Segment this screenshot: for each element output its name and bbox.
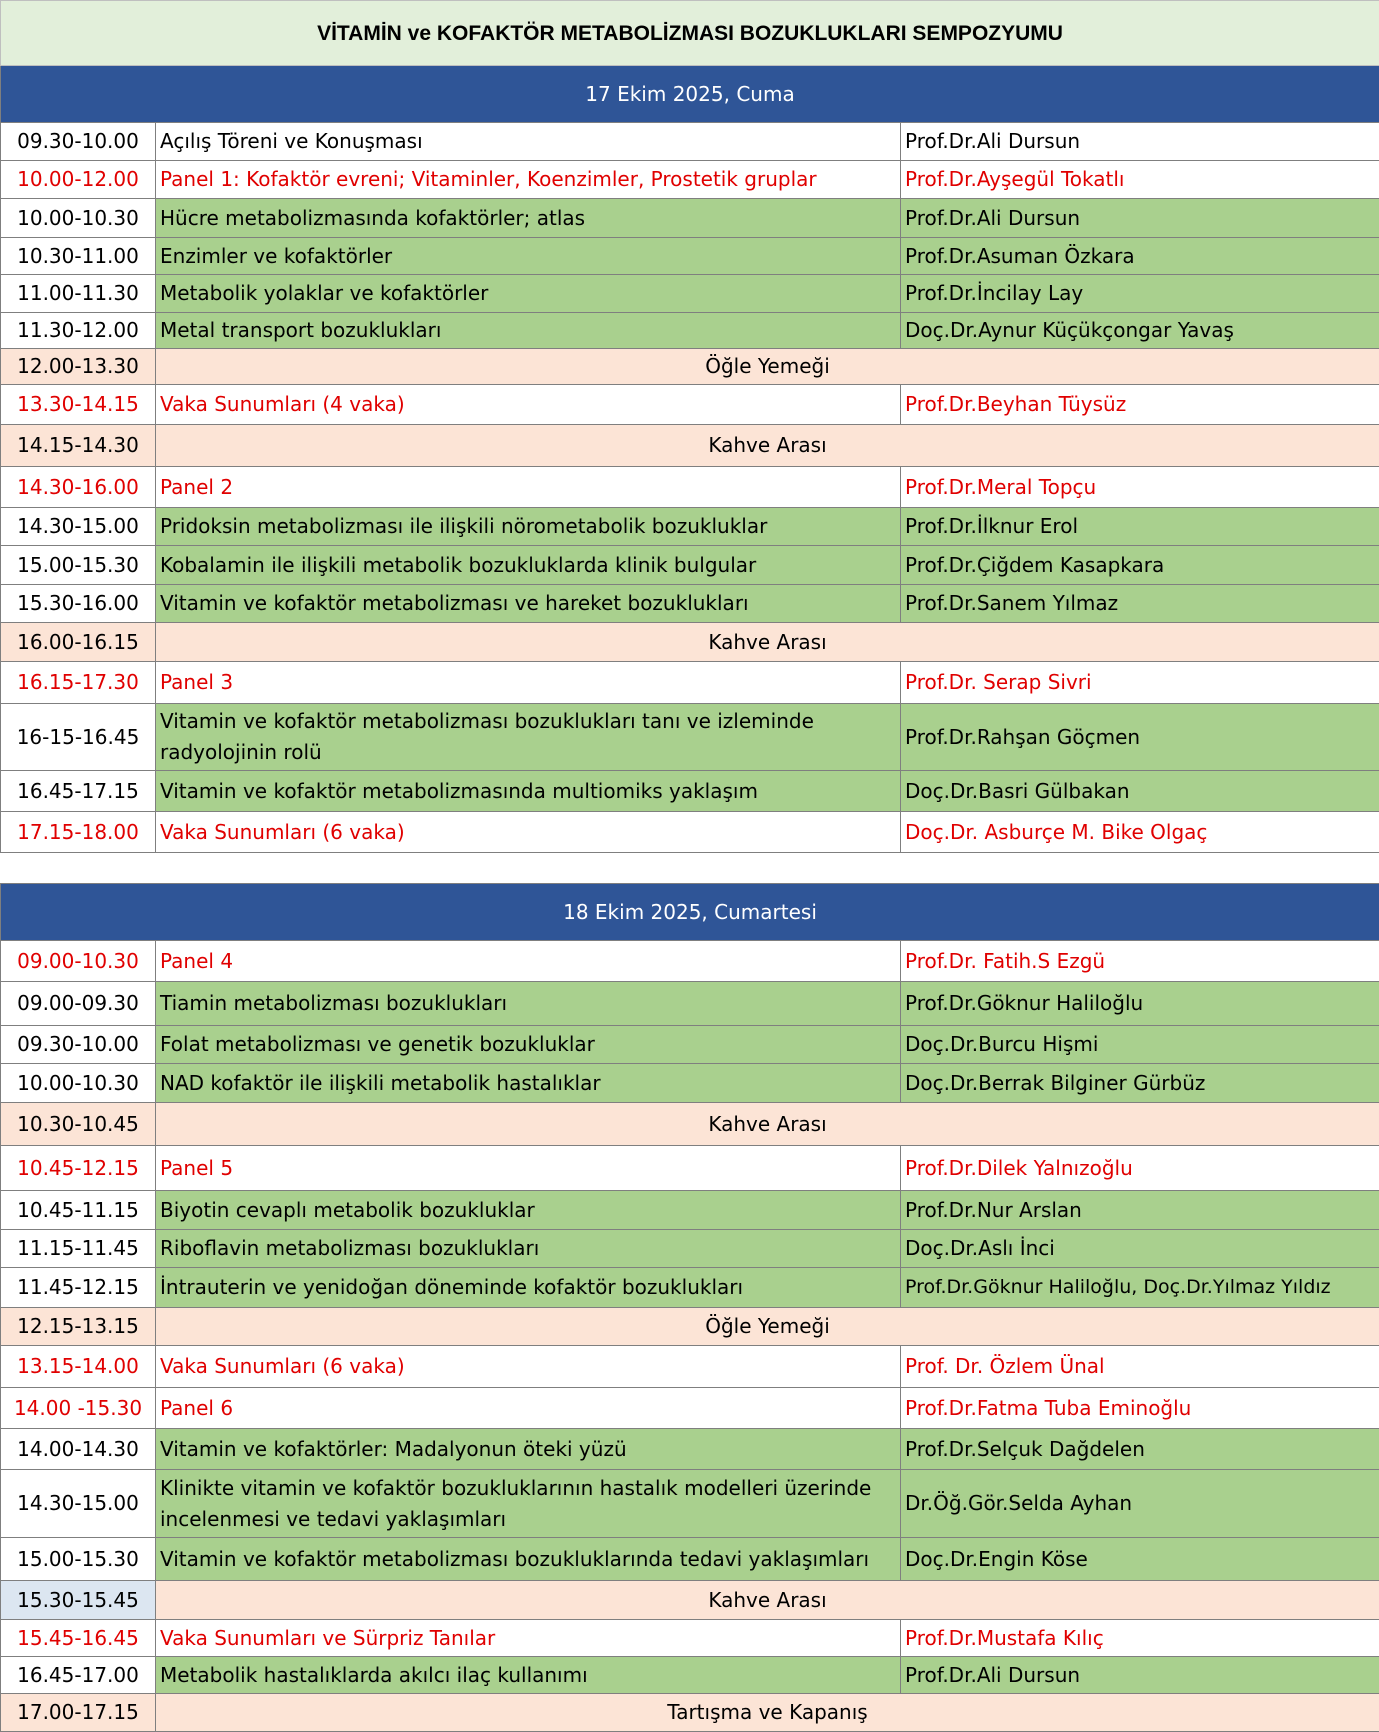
topic-cell: Folat metabolizması ve genetik bozukluklar bbox=[156, 1026, 901, 1064]
speaker-cell: Doç.Dr.Aslı İnci bbox=[901, 1230, 1379, 1268]
speaker-cell: Prof.Dr.Ali Dursun bbox=[901, 199, 1379, 238]
table-row bbox=[1, 1230, 1379, 1268]
speaker-cell: Prof.Dr.Beyhan Tüysüz bbox=[901, 385, 1379, 425]
table-row bbox=[1, 199, 1379, 238]
page-title: VİTAMİN ve KOFAKTÖR METABOLİZMASI BOZUKLUKLARI SEMPOZYUMU bbox=[1, 1, 1379, 66]
table-row bbox=[1, 508, 1379, 546]
topic-cell: Metabolik yolaklar ve kofaktörler bbox=[156, 275, 901, 313]
speaker-cell: Doç.Dr.Engin Köse bbox=[901, 1538, 1379, 1581]
time-cell: 13.15-14.00 bbox=[1, 1346, 156, 1388]
speaker-cell: Prof.Dr.Dilek Yalnızoğlu bbox=[901, 1146, 1379, 1191]
time-cell: 11.15-11.45 bbox=[1, 1230, 156, 1268]
topic-cell: Panel 3 bbox=[156, 662, 901, 704]
topic-cell: Biyotin cevaplı metabolik bozukluklar bbox=[156, 1191, 901, 1230]
break-label: Kahve Arası bbox=[156, 425, 1379, 467]
time-cell: 16-15-16.45 bbox=[1, 704, 156, 771]
day-header-row bbox=[1, 66, 1379, 123]
time-cell: 15.30-16.00 bbox=[1, 585, 156, 623]
time-cell: 09.30-10.00 bbox=[1, 123, 156, 161]
speaker-cell: Prof.Dr.İlknur Erol bbox=[901, 508, 1379, 546]
table-row bbox=[1, 1657, 1379, 1694]
time-cell: 10.45-12.15 bbox=[1, 1146, 156, 1191]
table-row bbox=[1, 1026, 1379, 1064]
topic-cell: Vaka Sunumları (6 vaka) bbox=[156, 1346, 901, 1388]
time-cell-selected: 15.30-15.45 bbox=[1, 1581, 156, 1620]
time-cell: 15.00-15.30 bbox=[1, 1538, 156, 1581]
table-row bbox=[1, 771, 1379, 812]
topic-cell: Vaka Sunumları (6 vaka) bbox=[156, 812, 901, 853]
topic-cell: Riboflavin metabolizması bozuklukları bbox=[156, 1230, 901, 1268]
break-label: Kahve Arası bbox=[156, 1103, 1379, 1146]
table-row bbox=[1, 662, 1379, 704]
topic-cell: NAD kofaktör ile ilişkili metabolik hastalıklar bbox=[156, 1064, 901, 1103]
topic-cell: Vitamin ve kofaktör metabolizması bozuklukları tanı ve izleminde radyolojinin rolü bbox=[156, 704, 901, 771]
speaker-cell: Prof.Dr.Çiğdem Kasapkara bbox=[901, 546, 1379, 585]
speaker-cell: Prof.Dr.İncilay Lay bbox=[901, 275, 1379, 313]
time-cell: 14.30-15.00 bbox=[1, 508, 156, 546]
break-row bbox=[1, 425, 1379, 467]
speaker-cell: Prof.Dr.Mustafa Kılıç bbox=[901, 1620, 1379, 1657]
time-cell: 17.00-17.15 bbox=[1, 1694, 156, 1732]
time-cell: 11.30-12.00 bbox=[1, 313, 156, 349]
topic-cell: Açılış Töreni ve Konuşması bbox=[156, 123, 901, 161]
closing-label: Tartışma ve Kapanış bbox=[156, 1694, 1379, 1732]
day-spacer bbox=[1, 853, 1379, 884]
break-row bbox=[1, 1581, 1379, 1620]
time-cell: 10.00-10.30 bbox=[1, 199, 156, 238]
topic-cell: Panel 6 bbox=[156, 1388, 901, 1429]
time-cell: 13.30-14.15 bbox=[1, 385, 156, 425]
table-row bbox=[1, 123, 1379, 161]
topic-cell: Pridoksin metabolizması ile ilişkili nörometabolik bozukluklar bbox=[156, 508, 901, 546]
day2-header: 18 Ekim 2025, Cumartesi bbox=[1, 884, 1379, 941]
table-row bbox=[1, 982, 1379, 1026]
time-cell: 10.00-10.30 bbox=[1, 1064, 156, 1103]
time-cell: 14.30-16.00 bbox=[1, 467, 156, 508]
time-cell: 10.30-10.45 bbox=[1, 1103, 156, 1146]
day-header-row bbox=[1, 884, 1379, 941]
table-row bbox=[1, 1538, 1379, 1581]
table-row bbox=[1, 941, 1379, 982]
time-cell: 14.30-15.00 bbox=[1, 1470, 156, 1538]
break-label: Öğle Yemeği bbox=[156, 349, 1379, 385]
time-cell: 09.00-09.30 bbox=[1, 982, 156, 1026]
table-row bbox=[1, 161, 1379, 199]
day1-header: 17 Ekim 2025, Cuma bbox=[1, 66, 1379, 123]
break-row bbox=[1, 623, 1379, 662]
speaker-cell: Prof.Dr.Rahşan Göçmen bbox=[901, 704, 1379, 771]
speaker-cell: Prof.Dr.Fatma Tuba Eminoğlu bbox=[901, 1388, 1379, 1429]
topic-cell: Tiamin metabolizması bozuklukları bbox=[156, 982, 901, 1026]
speaker-cell: Prof.Dr.Selçuk Dağdelen bbox=[901, 1429, 1379, 1470]
table-row bbox=[1, 1268, 1379, 1308]
topic-cell: Metal transport bozuklukları bbox=[156, 313, 901, 349]
table-row bbox=[1, 1191, 1379, 1230]
speaker-cell: Prof.Dr. Fatih.S Ezgü bbox=[901, 941, 1379, 982]
topic-cell: Vitamin ve kofaktör metabolizması bozukluklarında tedavi yaklaşımları bbox=[156, 1538, 901, 1581]
topic-cell: Vaka Sunumları ve Sürpriz Tanılar bbox=[156, 1620, 901, 1657]
time-cell: 11.45-12.15 bbox=[1, 1268, 156, 1308]
table-row bbox=[1, 812, 1379, 853]
break-label: Kahve Arası bbox=[156, 1581, 1379, 1620]
table-row bbox=[1, 238, 1379, 275]
topic-cell: Panel 1: Kofaktör evreni; Vitaminler, Koenzimler, Prostetik gruplar bbox=[156, 161, 901, 199]
table-row bbox=[1, 585, 1379, 623]
speaker-cell: Prof.Dr.Ayşegül Tokatlı bbox=[901, 161, 1379, 199]
topic-cell: Vaka Sunumları (4 vaka) bbox=[156, 385, 901, 425]
speaker-cell: Doç.Dr.Basri Gülbakan bbox=[901, 771, 1379, 812]
break-row bbox=[1, 1308, 1379, 1346]
speaker-cell: Prof.Dr.Asuman Özkara bbox=[901, 238, 1379, 275]
break-row bbox=[1, 1103, 1379, 1146]
time-cell: 15.45-16.45 bbox=[1, 1620, 156, 1657]
topic-cell: Enzimler ve kofaktörler bbox=[156, 238, 901, 275]
time-cell: 09.00-10.30 bbox=[1, 941, 156, 982]
topic-cell: Vitamin ve kofaktör metabolizmasında multiomiks yaklaşım bbox=[156, 771, 901, 812]
speaker-cell: Doç.Dr.Aynur Küçükçongar Yavaş bbox=[901, 313, 1379, 349]
speaker-cell: Prof.Dr.Nur Arslan bbox=[901, 1191, 1379, 1230]
speaker-cell: Doç.Dr.Berrak Bilginer Gürbüz bbox=[901, 1064, 1379, 1103]
topic-cell: Panel 2 bbox=[156, 467, 901, 508]
table-row bbox=[1, 1470, 1379, 1538]
time-cell: 15.00-15.30 bbox=[1, 546, 156, 585]
time-cell: 12.00-13.30 bbox=[1, 349, 156, 385]
time-cell: 17.15-18.00 bbox=[1, 812, 156, 853]
time-cell: 16.00-16.15 bbox=[1, 623, 156, 662]
table-row bbox=[1, 1429, 1379, 1470]
speaker-cell: Prof.Dr.Göknur Haliloğlu, Doç.Dr.Yılmaz Yıldız bbox=[901, 1268, 1379, 1308]
table-row bbox=[1, 1346, 1379, 1388]
speaker-cell: Prof.Dr. Serap Sivri bbox=[901, 662, 1379, 704]
time-cell: 10.00-12.00 bbox=[1, 161, 156, 199]
table-row bbox=[1, 1146, 1379, 1191]
time-cell: 14.00-14.30 bbox=[1, 1429, 156, 1470]
table-row bbox=[1, 385, 1379, 425]
time-cell: 10.45-11.15 bbox=[1, 1191, 156, 1230]
time-cell: 14.15-14.30 bbox=[1, 425, 156, 467]
topic-cell: Vitamin ve kofaktörler: Madalyonun öteki yüzü bbox=[156, 1429, 901, 1470]
topic-cell: İntrauterin ve yenidoğan döneminde kofaktör bozuklukları bbox=[156, 1268, 901, 1308]
table-row bbox=[1, 467, 1379, 508]
topic-cell: Kobalamin ile ilişkili metabolik bozukluklarda klinik bulgular bbox=[156, 546, 901, 585]
table-row bbox=[1, 1620, 1379, 1657]
speaker-cell: Doç.Dr.Burcu Hişmi bbox=[901, 1026, 1379, 1064]
time-cell: 16.45-17.00 bbox=[1, 1657, 156, 1694]
table-row bbox=[1, 1388, 1379, 1429]
time-cell: 14.00 -15.30 bbox=[1, 1388, 156, 1429]
time-cell: 11.00-11.30 bbox=[1, 275, 156, 313]
table-row bbox=[1, 1064, 1379, 1103]
time-cell: 16.45-17.15 bbox=[1, 771, 156, 812]
speaker-cell: Prof. Dr. Özlem Ünal bbox=[901, 1346, 1379, 1388]
topic-cell: Panel 4 bbox=[156, 941, 901, 982]
break-label: Öğle Yemeği bbox=[156, 1308, 1379, 1346]
speaker-cell: Prof.Dr.Ali Dursun bbox=[901, 123, 1379, 161]
break-label: Kahve Arası bbox=[156, 623, 1379, 662]
table-row bbox=[1, 275, 1379, 313]
table-row bbox=[1, 546, 1379, 585]
speaker-cell: Prof.Dr.Ali Dursun bbox=[901, 1657, 1379, 1694]
time-cell: 12.15-13.15 bbox=[1, 1308, 156, 1346]
speaker-cell: Prof.Dr.Sanem Yılmaz bbox=[901, 585, 1379, 623]
speaker-cell: Dr.Öğ.Gör.Selda Ayhan bbox=[901, 1470, 1379, 1538]
topic-cell: Vitamin ve kofaktör metabolizması ve hareket bozuklukları bbox=[156, 585, 901, 623]
table-row bbox=[1, 313, 1379, 349]
break-row bbox=[1, 1694, 1379, 1732]
time-cell: 10.30-11.00 bbox=[1, 238, 156, 275]
title-row bbox=[1, 1, 1379, 66]
speaker-cell: Prof.Dr.Göknur Haliloğlu bbox=[901, 982, 1379, 1026]
time-cell: 09.30-10.00 bbox=[1, 1026, 156, 1064]
time-cell: 16.15-17.30 bbox=[1, 662, 156, 704]
speaker-cell: Doç.Dr. Asburçe M. Bike Olgaç bbox=[901, 812, 1379, 853]
table-row bbox=[1, 704, 1379, 771]
topic-cell: Hücre metabolizmasında kofaktörler; atlas bbox=[156, 199, 901, 238]
break-row bbox=[1, 349, 1379, 385]
speaker-cell: Prof.Dr.Meral Topçu bbox=[901, 467, 1379, 508]
topic-cell: Panel 5 bbox=[156, 1146, 901, 1191]
topic-cell: Metabolik hastalıklarda akılcı ilaç kullanımı bbox=[156, 1657, 901, 1694]
topic-cell: Klinikte vitamin ve kofaktör bozukluklarının hastalık modelleri üzerinde incelenmesi ve tedavi yaklaşımları bbox=[156, 1470, 901, 1538]
